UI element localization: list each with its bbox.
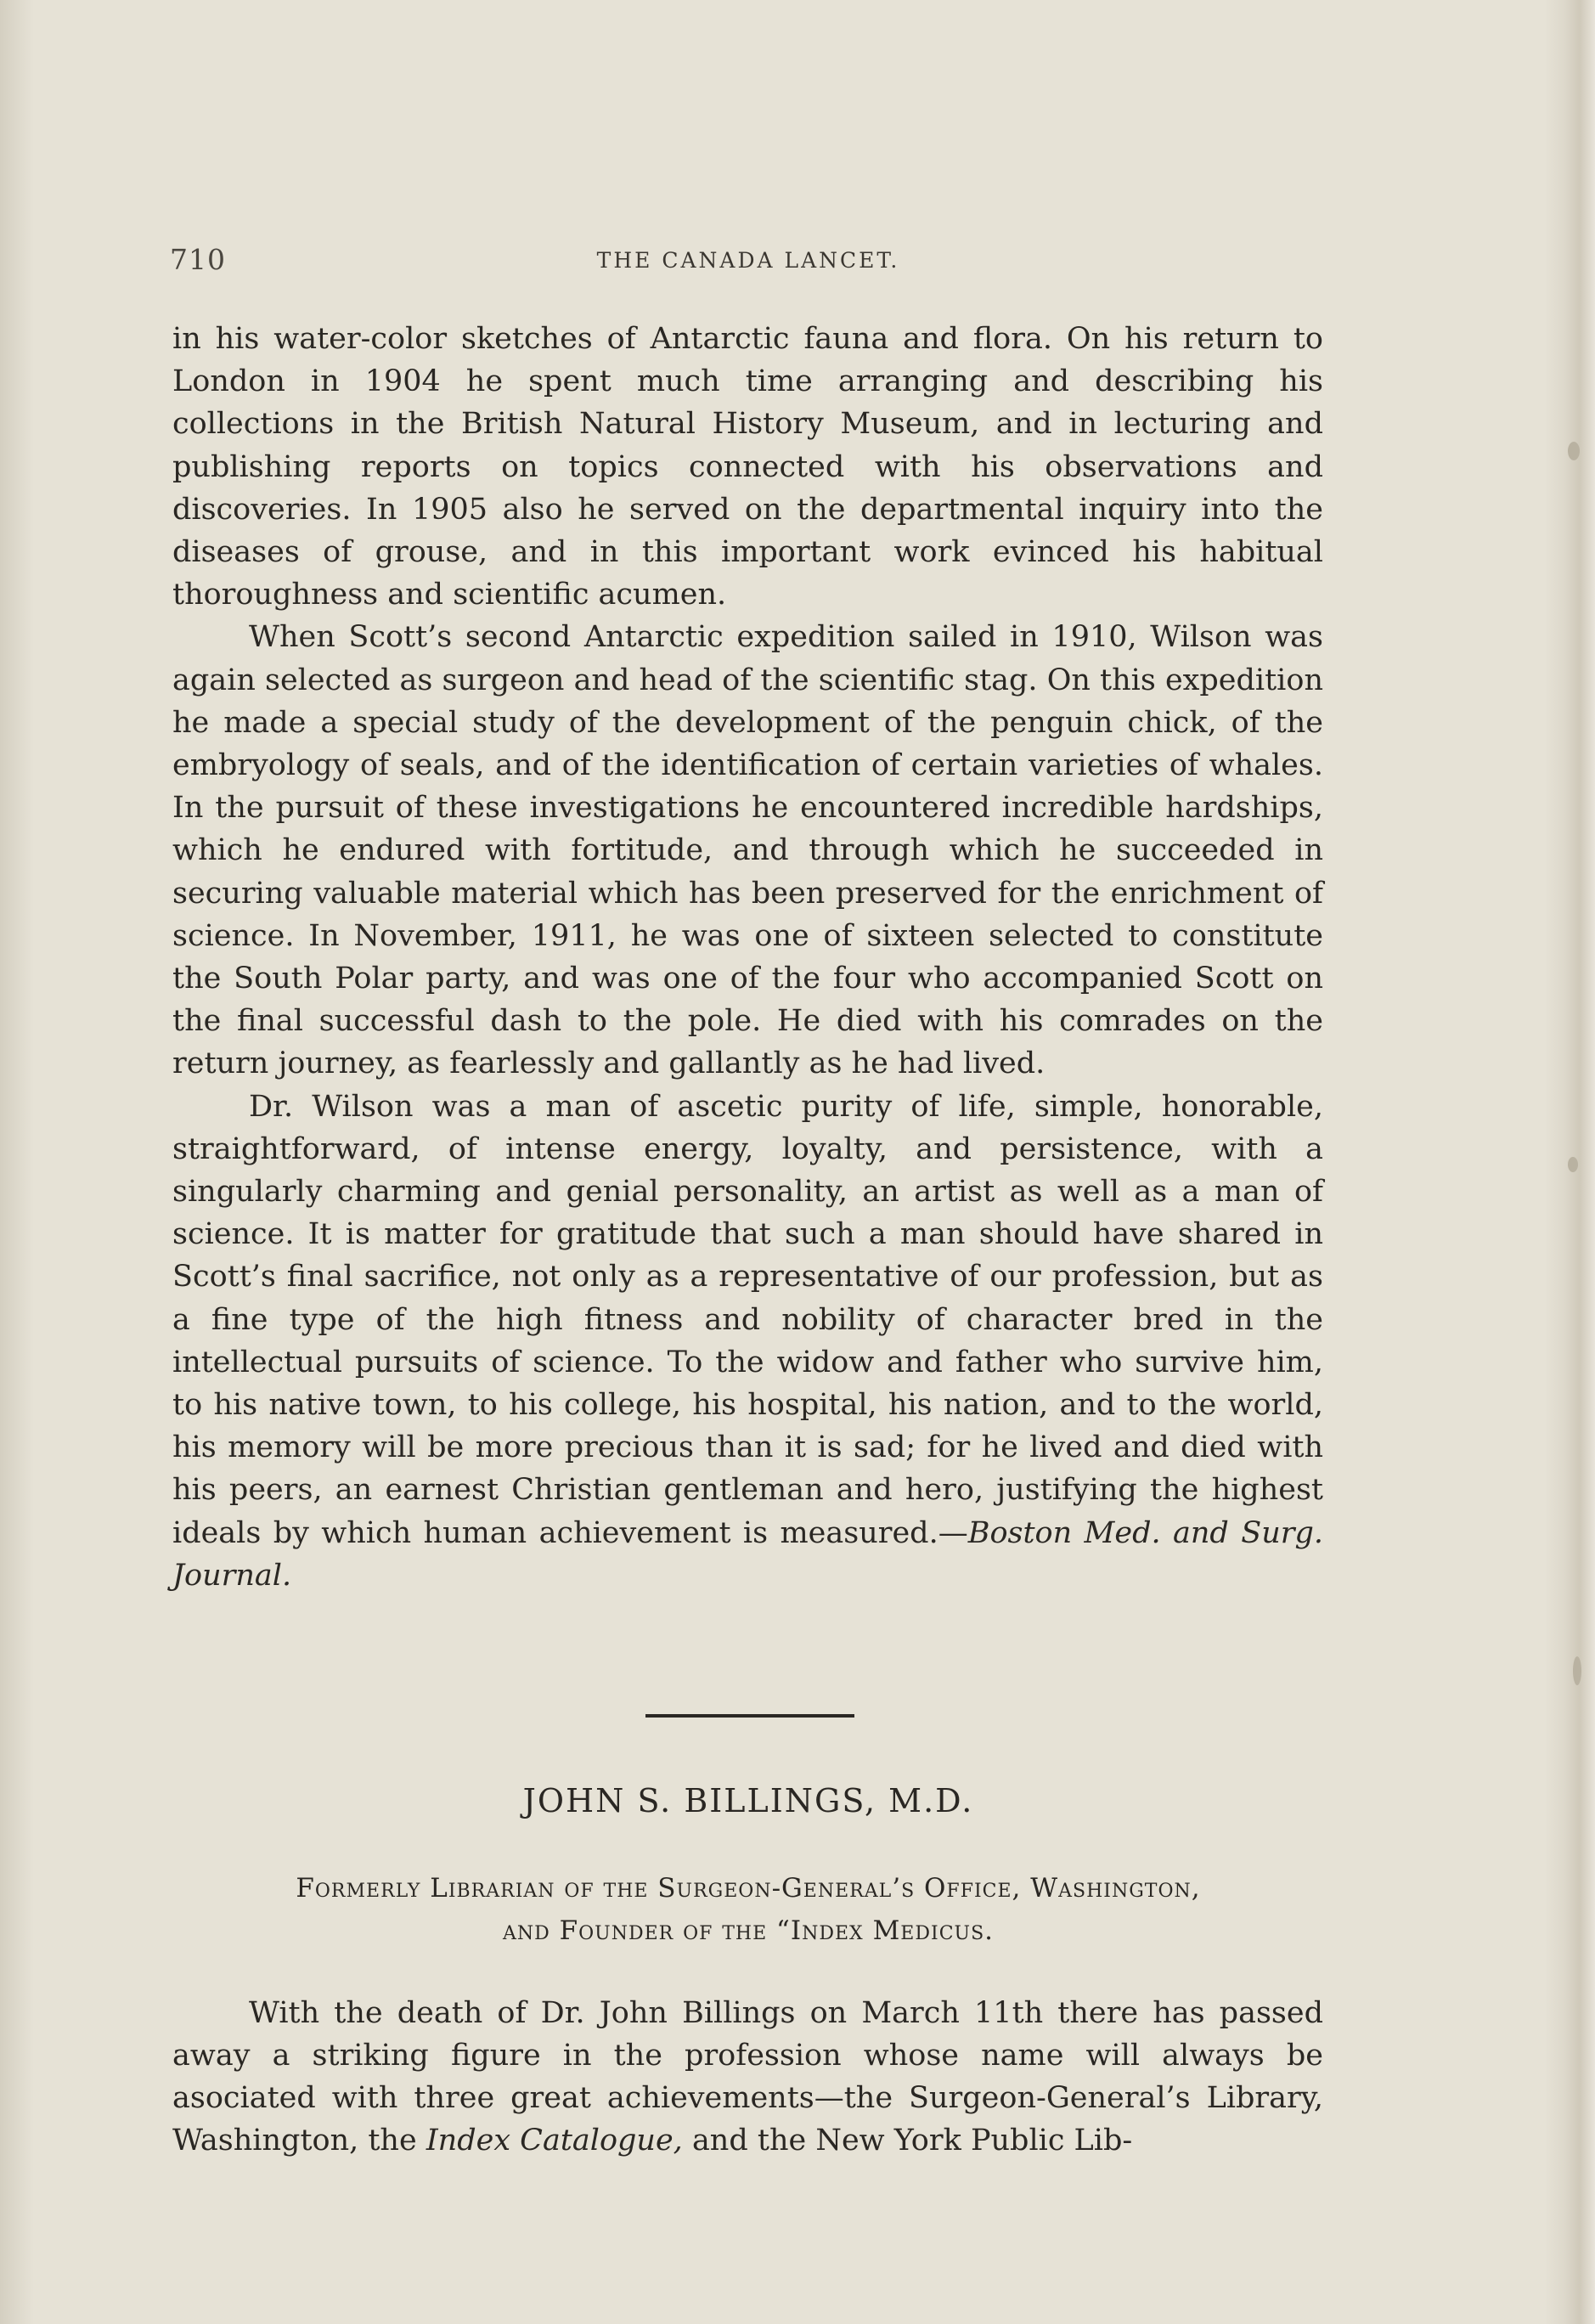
subtitle-line-1: Formerly Librarian of the Surgeon-General’s Office, Washington,: [296, 1873, 1201, 1904]
billings-text-end: and the New York Public Lib-: [682, 2124, 1133, 2158]
paper-blemish: [1568, 442, 1580, 460]
running-title: THE CANADA LANCET.: [596, 248, 900, 273]
paragraph-1: in his water-color sketches of Antarctic fauna and flora. On his return to London in 1904 he spent much time arranging and describing his collections in the British Natural History Museum, and in lecturing and publishing reports on topics connected with his observations and discoveries. In 1905 also he served on the departmental inquiry into the diseases of grouse, and in this important work evinced his habitual thoroughness and scientific acumen.: [172, 322, 1323, 612]
paragraph-2: When Scott’s second Antarctic expedition sailed in 1910, Wilson was again selected as surgeon and head of the scientific stag. On this expedition he made a special study of the development of the penguin chick, of the embryology of seals, and of the identification of certain varieties of whales. In the pursuit of these investigations he encountered incredible hardships, which he endured with fortitude, and through which he succeeded in securing valuable material which has been preserved for the enrichment of science. In November, 1911, he was one of sixteen selected to constitute the South Polar party, and was one of the four who accompanied Scott on the final successful dash to the pole. He died with his comrades on the return journey, as fearlessly and gallantly as he had lived.: [172, 620, 1323, 1081]
article-subtitle: [170, 1867, 1327, 1952]
page-gutter-shadow: [0, 0, 34, 2324]
journal-citation: Boston Med. and Surg. Journal.: [172, 1515, 1324, 1593]
billings-paragraph-1: [172, 1992, 1323, 2162]
subtitle-line-2: and Founder of the “Index Medicus.: [503, 1915, 994, 1946]
paper-blemish: [1568, 1157, 1578, 1172]
billings-text-start: With the death of Dr. John Billings on March 11th there has passed away a striking figure in the profession whose name will always be asociated with three great achievements—the Surgeon-General’s Library, Washington, the: [172, 1996, 1323, 2158]
paragraph-3: [172, 1086, 1323, 1597]
article-title: JOHN S. BILLINGS, M.D.: [522, 1782, 974, 1819]
index-catalogue-title: Index Catalogue,: [426, 2124, 683, 2158]
section-divider: [645, 1714, 854, 1718]
paragraph-3-text: Dr. Wilson was a man of ascetic purity of life, simple, honorable, straightforward, of intense energy, loyalty, and persistence, with a singularly charming and genial personality, an artist as well as a man of science. It is matter for gratitude that such a man should have shared in Scott’s final sacrifice, not only as a representative of our profession, but as a fine type of the high fitness and nobility of character bred in the intellectual pursuits of science. To the widow and father who survive him, to his native town, to his college, his hospital, his nation, and to the world, his memory will be more precious than it is sad; for he lived and died with his peers, an earnest Christian gentleman and hero, justifying the highest ideals by which human achievement is measured.—: [172, 1089, 1323, 1550]
wilson-obituary-text: [172, 318, 1323, 1597]
page-number: 710: [170, 243, 226, 276]
running-header: [170, 238, 1327, 289]
billings-obituary-text: [172, 1992, 1323, 2162]
paper-blemish: [1573, 1656, 1581, 1685]
